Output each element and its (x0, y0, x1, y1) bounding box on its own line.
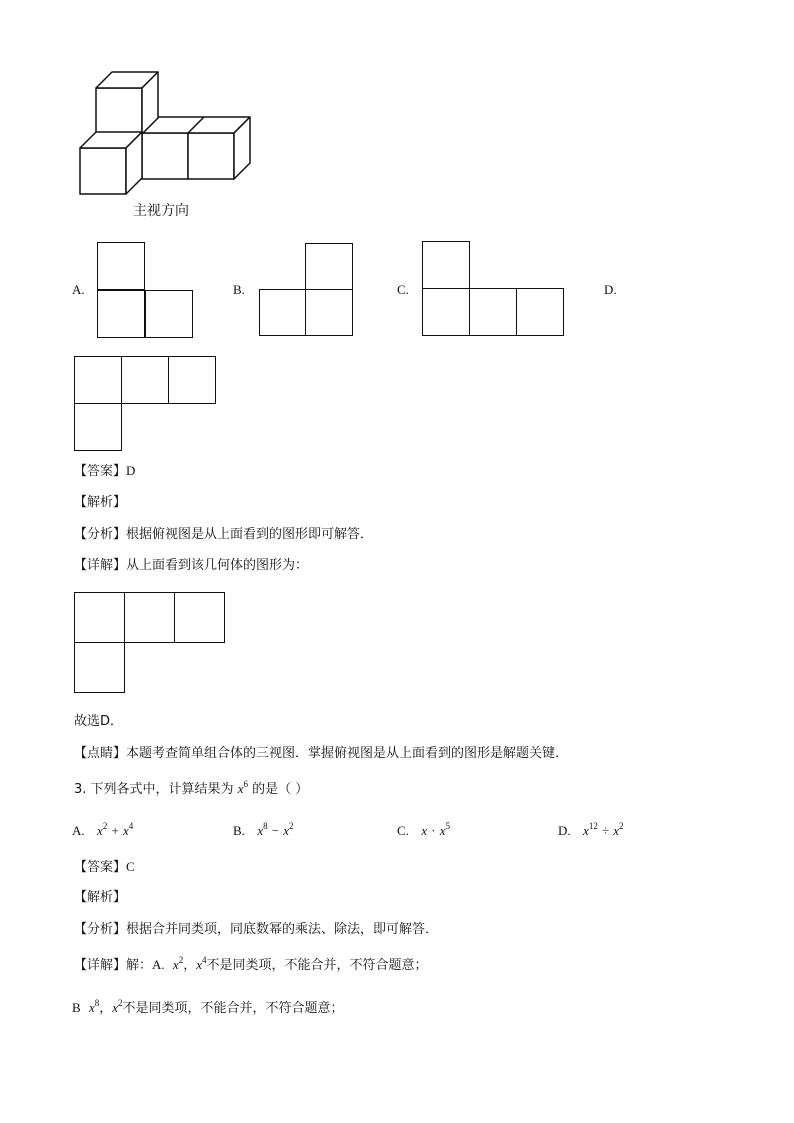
math-op: ÷ (601, 823, 610, 838)
option-b-figure (259, 243, 353, 337)
math-exp: 8 (263, 821, 268, 831)
grid-cell (145, 290, 193, 338)
grid-cell (168, 356, 216, 404)
grid-cell (97, 290, 145, 338)
math-var: x (122, 823, 129, 838)
math-var: x (172, 957, 179, 972)
math-var: x (283, 823, 290, 838)
grid-cell (74, 592, 125, 643)
q3-option-a (72, 822, 133, 841)
option-label: B. (233, 823, 245, 838)
grid-cell (74, 642, 125, 693)
q3-stem-var: x (237, 781, 244, 796)
detail-tag: 【详解】 (74, 958, 127, 973)
math-exp: 2 (102, 821, 108, 831)
math-var: x (196, 957, 202, 972)
detail-b-text: 不是同类项，不能合并，不符合题意； (122, 1001, 344, 1016)
math-op: + (111, 823, 119, 838)
separator: ， (99, 1001, 113, 1016)
detail-prefix: 解：A. (126, 957, 165, 972)
grid-cell (422, 241, 470, 289)
detail-a-text: 不是同类项，不能合并，不符合题意； (206, 958, 428, 973)
q2-detail-figure (74, 592, 226, 693)
cube-solid-figure (70, 64, 260, 200)
grid-cell (422, 288, 470, 336)
q3-answer-line (74, 858, 135, 877)
grid-cell (516, 288, 564, 336)
option-d-label: D. (604, 282, 617, 297)
analysis-tag: 【分析】 (74, 527, 127, 542)
q2-analysis-line (74, 526, 373, 544)
option-a-label: A. (72, 282, 85, 297)
q3-detail-line-b (72, 999, 344, 1018)
math-op: − (271, 823, 280, 838)
figure-caption: 主视方向 (133, 203, 189, 219)
comment-tag: 【点睛】 (74, 746, 127, 761)
grid-cell (74, 403, 122, 451)
grid-cell (74, 356, 122, 404)
math-exp: 2 (178, 955, 184, 965)
separator: ， (183, 958, 197, 973)
grid-cell (259, 289, 307, 336)
q3-analysis-line (74, 921, 438, 939)
math-var: x (439, 823, 446, 838)
answer-tag: 【答案】 (74, 860, 127, 875)
option-a-figure (97, 242, 195, 340)
option-c-label: C. (397, 282, 409, 297)
math-exp: 8 (94, 998, 100, 1008)
grid-cell (97, 242, 145, 290)
q3-stem-exp: 6 (243, 779, 248, 789)
option-label: A. (72, 823, 85, 838)
math-exp: 5 (445, 821, 451, 831)
math-var: x (257, 823, 264, 838)
grid-cell (121, 356, 169, 404)
q3-stem-suffix: 的是（ ） (252, 782, 309, 797)
math-exp: 2 (118, 998, 123, 1008)
grid-cell (469, 288, 517, 336)
math-exp: 2 (619, 821, 624, 831)
option-label: C. (397, 823, 409, 838)
math-var: x (583, 823, 589, 838)
math-exp: 2 (289, 821, 294, 831)
q3-stem (74, 780, 308, 799)
math-var: x (88, 1000, 95, 1015)
comment-text: 本题考查简单组合体的三视图．掌握俯视图是从上面看到的图形是解题关键． (126, 746, 569, 761)
answer-tag: 【答案】 (74, 464, 127, 479)
q3-option-b (233, 822, 294, 841)
analysis-text: 根据合并同类项，同底数幂的乘法、除法，即可解答． (126, 922, 439, 937)
q3-option-d (558, 822, 624, 841)
math-op: · (431, 823, 436, 838)
math-var: x (112, 1000, 119, 1015)
q2-jiexi-tag: 【解析】 (74, 495, 127, 510)
option-label: D. (558, 823, 571, 838)
analysis-tag: 【分析】 (74, 922, 127, 937)
grid-cell (124, 592, 175, 643)
detail-b-label: B (72, 1000, 81, 1015)
q3-detail-line-a (74, 956, 428, 975)
q3-jiexi-tag: 【解析】 (74, 890, 127, 905)
option-d-figure (74, 356, 216, 452)
detail-text: 从上面看到该几何体的图形为： (126, 558, 309, 573)
detail-tag: 【详解】 (74, 558, 127, 573)
grid-cell (174, 592, 225, 643)
q3-option-c (397, 822, 450, 841)
analysis-text: 根据俯视图是从上面看到的图形即可解答． (126, 527, 374, 542)
answer-value: C (126, 859, 135, 874)
math-exp: 4 (128, 821, 134, 831)
math-var: x (97, 823, 103, 838)
q2-choose-text: 故选D． (74, 714, 124, 729)
q2-answer-line (74, 462, 135, 481)
option-c-figure (422, 241, 564, 337)
grid-cell (305, 243, 353, 290)
math-exp: 12 (588, 821, 598, 831)
answer-value: D (126, 463, 136, 478)
q2-detail-line (74, 557, 308, 575)
q2-comment-line (74, 745, 568, 763)
math-var: x (613, 823, 620, 838)
grid-cell (305, 289, 353, 336)
math-exp: 4 (202, 955, 207, 965)
q3-stem-prefix: 3. 下列各式中，计算结果为 (74, 782, 234, 797)
math-var: x (421, 823, 428, 838)
option-b-label: B. (233, 282, 245, 297)
